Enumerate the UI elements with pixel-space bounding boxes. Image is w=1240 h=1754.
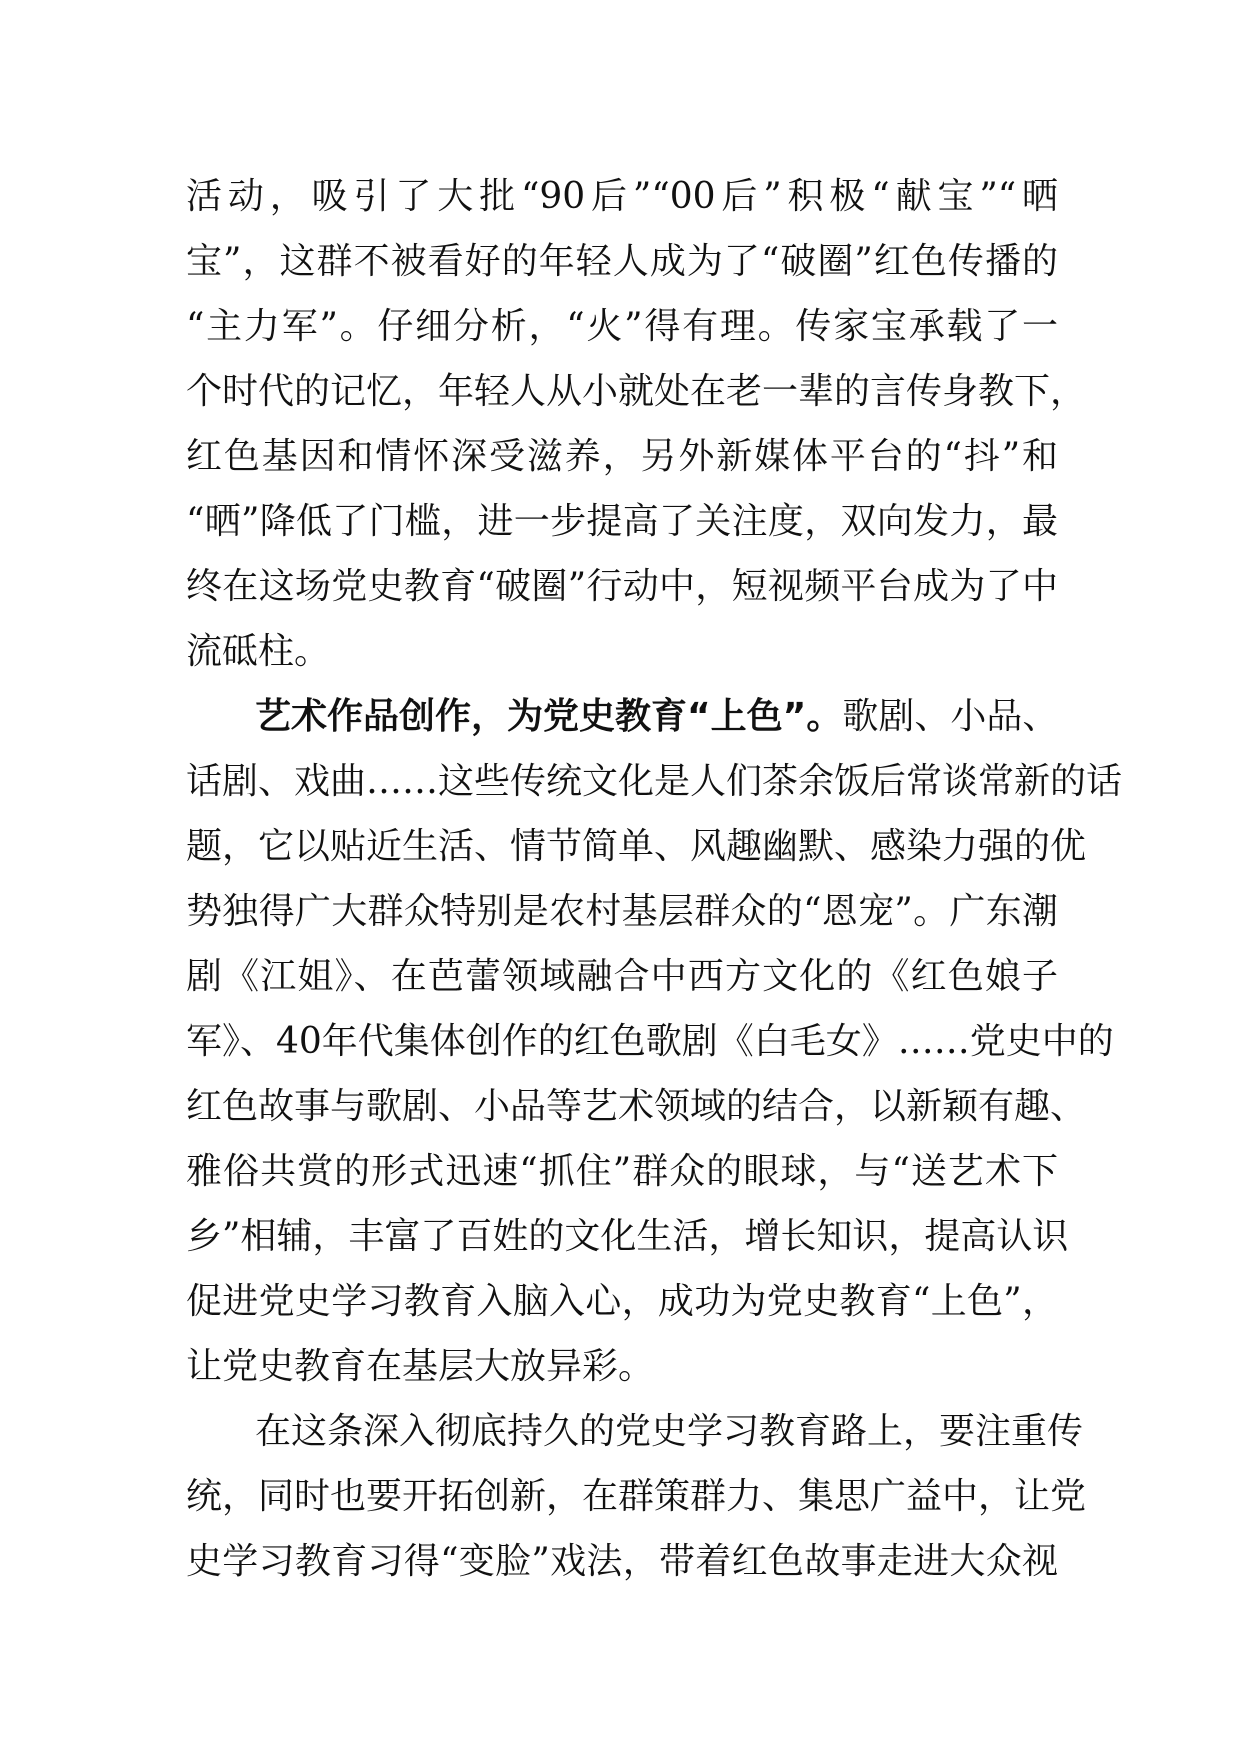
- text-line: 宝”，这群不被看好的年轻人成为了“破圈”红色传播的: [186, 241, 1058, 282]
- paragraph-3: [186, 1399, 1087, 1594]
- text-line: 红色故事与歌剧、小品等艺术领域的结合，以新颖有趣、: [186, 1086, 1087, 1127]
- text-line: “主力军”。仔细分析，“火”得有理。传家宝承载了一: [186, 306, 1058, 347]
- text-line: 史学习教育习得“变脸”戏法，带着红色故事走进大众视: [186, 1541, 1058, 1582]
- text-line: 军》、40年代集体创作的红色歌剧《白毛女》……党史中的: [186, 1021, 1114, 1062]
- text-line: 流砥柱。: [186, 631, 331, 672]
- paragraph-2: [186, 684, 1123, 1399]
- text-line: 活动，吸引了大批“90后”“00后”积极“献宝”“晒: [186, 176, 1058, 217]
- body-text: [186, 164, 1123, 1594]
- text-line: 个时代的记忆，年轻人从小就处在老一辈的言传身教下，: [186, 371, 1087, 412]
- text-line: 题，它以贴近生活、情节简单、风趣幽默、感染力强的优: [186, 826, 1087, 867]
- paragraph-2-first-line: [186, 684, 1058, 749]
- section-lead-heading: 艺术作品创作，为党史教育“上色”。: [255, 696, 843, 737]
- text-run: 歌剧、小品、: [842, 696, 1059, 737]
- text-line: “晒”降低了门槛，进一步提高了关注度，双向发力，最: [186, 501, 1058, 542]
- text-line: 红色基因和情怀深受滋养，另外新媒体平台的“抖”和: [186, 436, 1058, 477]
- text-line: 促进党史学习教育入脑入心，成功为党史教育“上色”，: [186, 1281, 1058, 1322]
- text-line: 在这条深入彻底持久的党史学习教育路上，要注重传: [255, 1411, 1084, 1452]
- text-line: 剧《江姐》、在芭蕾领域融合中西方文化的《红色娘子: [186, 956, 1058, 997]
- text-line: 终在这场党史教育“破圈”行动中，短视频平台成为了中: [186, 566, 1058, 607]
- text-line: 势独得广大群众特别是农村基层群众的“恩宠”。广东潮: [186, 891, 1058, 932]
- text-line: 乡”相辅，丰富了百姓的文化生活，增长知识，提高认识: [186, 1216, 1069, 1257]
- text-line: 话剧、戏曲……这些传统文化是人们茶余饭后常谈常新的话: [186, 761, 1123, 802]
- text-line: 统，同时也要开拓创新，在群策群力、集思广益中，让党: [186, 1476, 1087, 1517]
- text-line: 让党史教育在基层大放异彩。: [186, 1346, 655, 1387]
- paragraph-1: [186, 164, 1087, 684]
- text-line: 雅俗共赏的形式迅速“抓住”群众的眼球，与“送艺术下: [186, 1151, 1058, 1192]
